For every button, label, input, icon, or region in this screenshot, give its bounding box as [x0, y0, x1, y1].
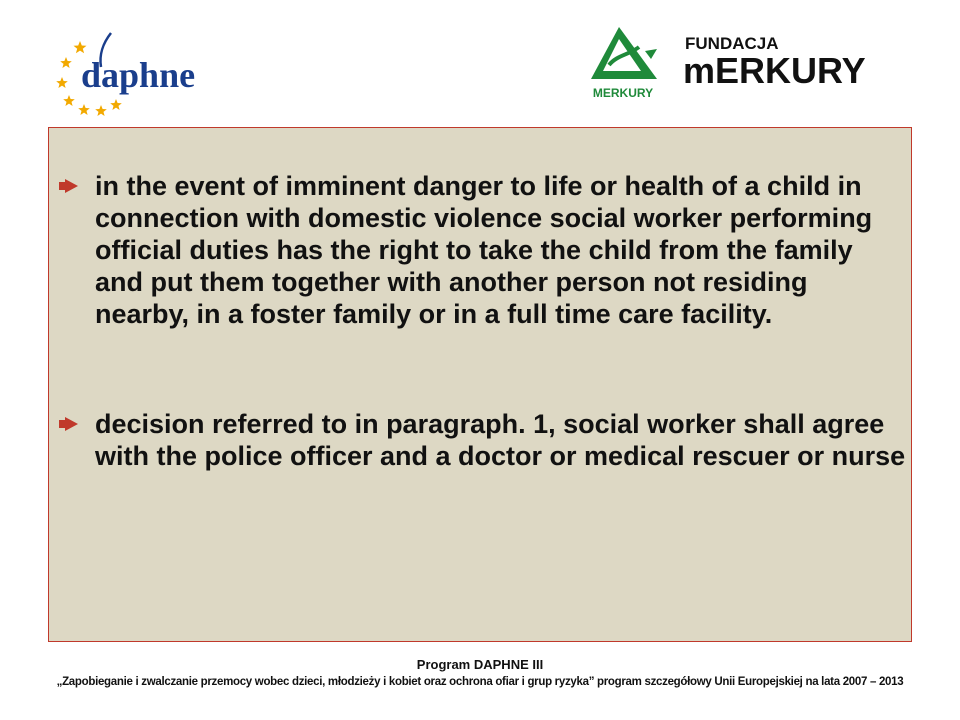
daphne-logo-text: daphne — [81, 55, 196, 95]
merkury-logo — [585, 25, 895, 105]
merkury-logo-title-main: mERKURY — [683, 50, 866, 91]
daphne-logo — [55, 25, 255, 120]
bullet-text: in the event of imminent danger to life or health of a child in connection with domestic violence social worker performing official duties has the right to take the child from the family and put them together with another person not residing nearby, in a foster family or in a full time care facility. — [95, 171, 873, 329]
arrow-bullet-icon — [59, 417, 78, 431]
merkury-logo-title-top: FUNDACJA — [685, 34, 779, 53]
bullet-text: decision referred to in paragraph. 1, social worker shall agree with the police officer and a doctor or medical rescuer or nurse — [95, 409, 906, 471]
daphne-logo-graphic — [55, 25, 255, 120]
merkury-logo-graphic — [585, 25, 895, 105]
merkury-emblem-icon — [591, 27, 657, 100]
footer-subtitle: „Zapobieganie i zwalczanie przemocy wobec dzieci, młodzieży i kobiet oraz ochrona ofiar i grup ryzyka” program szczegółowy Unii Europejskiej na lata 2007 – 2013 — [56, 676, 904, 688]
footer — [0, 656, 960, 691]
merkury-emblem-text: MERKURY — [592, 86, 654, 100]
content-box — [48, 127, 912, 642]
footer-title: Program DAPHNE III — [416, 657, 544, 672]
arrow-bullet-icon — [59, 179, 78, 193]
